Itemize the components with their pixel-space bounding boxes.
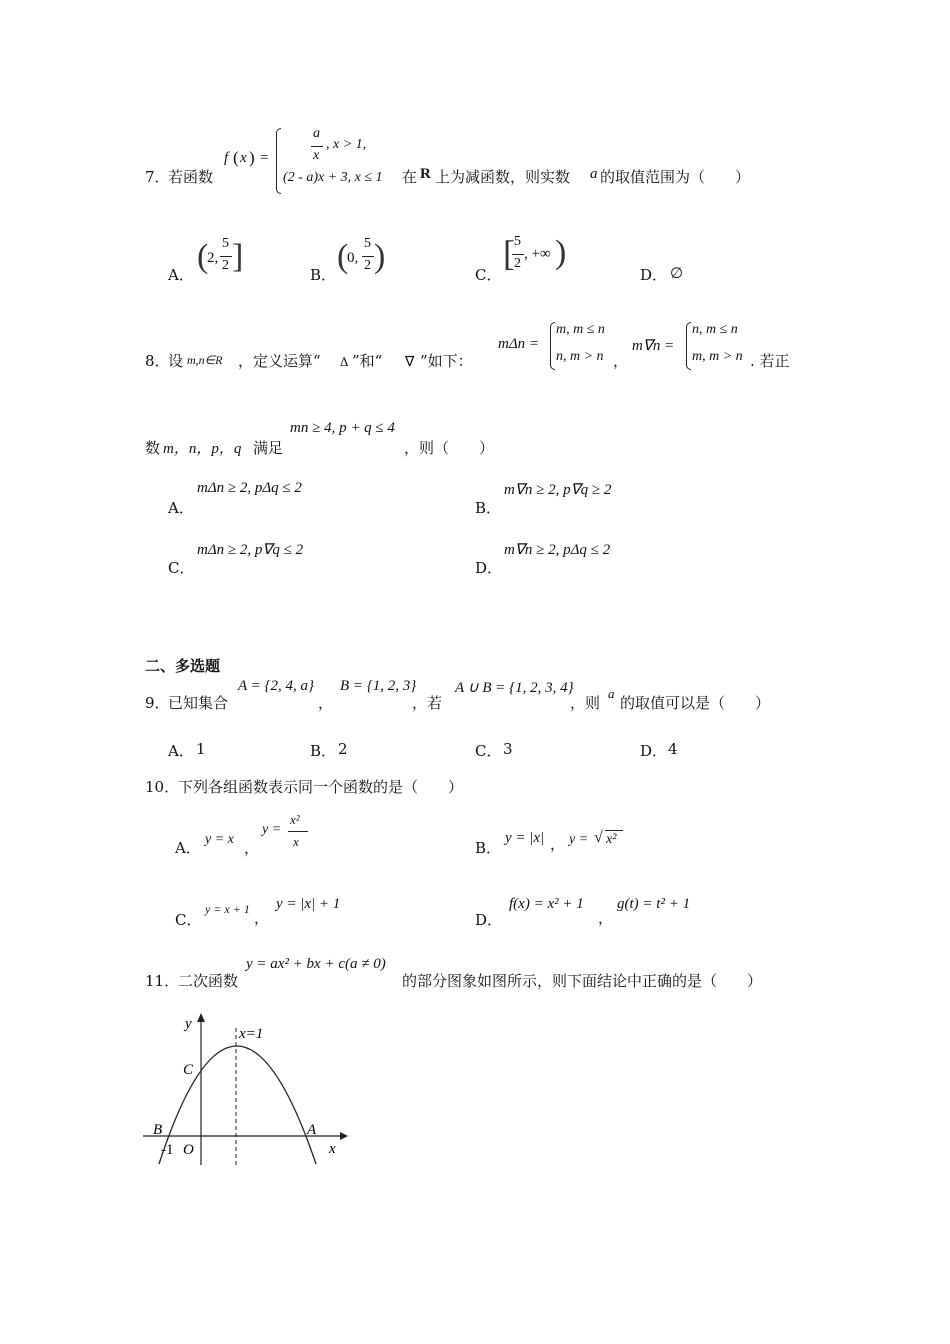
neg-one-label: -1 [161, 1142, 174, 1158]
q9-a: a [608, 686, 615, 701]
q8-prefix: 设 [168, 352, 184, 370]
q10-optA-label: A． [175, 839, 201, 857]
q8-delta-brace [550, 322, 555, 370]
q11-number: 11． [145, 972, 180, 990]
q7-piecewise-brace [276, 128, 281, 194]
point-C-label: C [183, 1062, 194, 1078]
q7-optA-bar [220, 256, 232, 257]
q7-prefix: 若函数 [168, 168, 214, 186]
q8-nabla-lhs: m∇n = [632, 338, 675, 354]
q11-parabola-graph [135, 1010, 355, 1170]
q7-optB-rparen: ) [374, 238, 386, 275]
q7-optB-num: 5 [364, 236, 371, 251]
q7-optA-rparen: ] [232, 238, 244, 275]
q11-prefix: 二次函数 [178, 972, 239, 990]
q8-comma: ， [613, 352, 629, 370]
q7-number: 7． [145, 168, 170, 186]
q8-tail: . 若正 [750, 352, 790, 370]
y-axis-label: y [185, 1016, 192, 1032]
q8-line2-prefix: 数 [145, 439, 161, 457]
q8-nabla-case2: m, m > n [692, 349, 743, 364]
q8-delta-case1: m, m ≤ n [556, 322, 605, 337]
q7-post2: 上为减函数，则实数 [435, 168, 571, 186]
q10-optA-2-num: x² [290, 812, 300, 827]
q9-optC-label: C． [475, 742, 502, 760]
q7-paren-close: ) [249, 148, 255, 167]
q10-optB-vinculum [605, 830, 623, 831]
q8-optD: m∇n ≥ 2, pΔq ≤ 2 [504, 542, 611, 558]
q7-optB-den: 2 [364, 258, 371, 273]
q7-case1-den: x [313, 148, 320, 163]
q10-optB-label: B． [475, 839, 502, 857]
q8-optB: m∇n ≥ 2, p∇q ≥ 2 [504, 482, 612, 498]
origin-label: O [183, 1142, 194, 1158]
q7-optC-den: 2 [514, 256, 521, 271]
q8-nabla-case1: n, m ≤ n [692, 322, 738, 337]
q10-optA-1: y = x [205, 832, 234, 847]
q7-post3: 的取值范围为（ ） [600, 168, 751, 186]
q9-optC: 3 [503, 740, 513, 758]
q10-optD-sep: ， [598, 909, 614, 927]
q8-mid2: ”和“ [352, 352, 383, 370]
q9-post: 的取值可以是（ ） [620, 694, 771, 712]
q8-optA: mΔn ≥ 2, pΔq ≤ 2 [197, 480, 302, 496]
q7-optC-val: , +∞ [524, 246, 551, 262]
q7-optB-bar [362, 256, 374, 257]
q9-optA: 1 [196, 740, 206, 758]
q9-union: A ∪ B = {1, 2, 3, 4} [455, 680, 574, 696]
q7-optC-rparen: ) [555, 234, 567, 271]
q10-number: 10． [145, 778, 180, 796]
q7-paren-open: ( [233, 148, 239, 167]
q10-optA-2-bar [288, 831, 308, 832]
q7-optA-label: A． [168, 266, 194, 284]
q8-condition: mn ≥ 4, p + q ≤ 4 [290, 420, 395, 436]
q8-nabla-brace [686, 322, 691, 370]
q8-nabla: ∇ [405, 355, 415, 370]
q9-prefix: 已知集合 [168, 694, 229, 712]
q9-optD-label: D． [640, 742, 668, 760]
q8-optD-label: D． [475, 559, 503, 577]
q9-comma3: ，则 [570, 694, 601, 712]
q10-optC-sep: ， [254, 909, 270, 927]
q7-optD-label: D． [640, 266, 668, 284]
q7-R: R [420, 166, 431, 182]
q7-optC-label: C． [475, 266, 502, 284]
q7-optB-val: 0, [347, 250, 359, 266]
point-B-label: B [153, 1122, 163, 1138]
q10-optC-label: C． [175, 911, 202, 929]
q7-f-symbol: f [224, 150, 229, 166]
q10-optA-2-lhs: y = [262, 822, 282, 837]
q7-post1: 在 [402, 168, 418, 186]
q10-optD-2: g(t) = t² + 1 [617, 896, 691, 912]
q9-set-B: B = {1, 2, 3} [340, 678, 417, 694]
q8-optB-label: B． [475, 499, 502, 517]
q7-case1-cond: , x > 1, [326, 137, 367, 152]
q7-optC-bar [512, 254, 524, 255]
q9-optA-label: A． [168, 742, 194, 760]
q8-mid3: ”如下： [420, 352, 473, 370]
q10-optD-1: f(x) = x² + 1 [509, 896, 584, 912]
q7-optA-den: 2 [222, 258, 229, 273]
q9-optB-label: B． [310, 742, 337, 760]
q10-text: 下列各组函数表示同一个函数的是（ ） [178, 778, 464, 796]
q7-optC-num: 5 [514, 234, 521, 249]
q8-optA-label: A． [168, 499, 194, 517]
q10-optB-2-lhs: y = [569, 832, 589, 847]
q7-optA-lparen: ( [197, 238, 209, 275]
q7-optD-val: ∅ [670, 266, 684, 282]
q8-line2-post: ，则（ ） [404, 439, 495, 457]
section-multi-choice-heading: 二、多选题 [145, 657, 221, 675]
q10-optB-sep: ， [550, 835, 566, 853]
q8-mid1: ，定义运算“ [238, 352, 321, 370]
q8-delta-case2: n, m > n [556, 349, 604, 364]
q7-optB-label: B． [310, 266, 337, 284]
q9-optB: 2 [338, 740, 348, 758]
q7-optB-lparen: ( [337, 238, 349, 275]
x-axis-label: x [329, 1141, 336, 1157]
q8-number: 8． [145, 352, 170, 370]
q8-delta: Δ [340, 354, 349, 369]
q10-optB-1: y = |x| [505, 830, 545, 846]
q7-case1-bar [311, 146, 323, 147]
q11-expr: y = ax² + bx + c(a ≠ 0) [246, 956, 386, 972]
q7-optC-lbracket: [ [503, 233, 515, 273]
q10-optC-2: y = |x| + 1 [276, 896, 341, 912]
q7-a: a [590, 166, 598, 182]
q7-case2: (2 - a)x + 3, x ≤ 1 [283, 170, 383, 185]
y-axis-arrow-icon [197, 1013, 205, 1022]
q9-set-A: A = {2, 4, a} [238, 678, 315, 694]
x-axis-arrow-icon [340, 1132, 348, 1140]
q8-line2-mid: 满足 [253, 439, 284, 457]
q10-optD-label: D． [475, 911, 503, 929]
sqrt-icon: √ [594, 829, 603, 846]
point-A-label: A [307, 1122, 317, 1138]
q9-optD: 4 [668, 740, 678, 758]
q9-comma1: ， [318, 694, 334, 712]
q11-post: 的部分图象如图所示，则下面结论中正确的是（ ） [402, 972, 763, 990]
q9-comma2: ，若 [412, 694, 443, 712]
q10-optC-1: y = x + 1 [205, 902, 250, 916]
q9-number: 9． [145, 694, 170, 712]
q8-optC: mΔn ≥ 2, p∇q ≤ 2 [197, 542, 304, 558]
q10-optB-2-rad: x² [606, 832, 617, 847]
q7-f-arg: x [240, 150, 247, 166]
q8-vars: m，n，p，q [163, 441, 242, 457]
q7-optA-num: 5 [222, 236, 229, 251]
q8-domain: m,n∈R [187, 353, 223, 367]
q7-optA-val: 2, [207, 250, 219, 266]
symmetry-label: x=1 [239, 1026, 264, 1042]
q8-optC-label: C． [168, 559, 195, 577]
q10-optA-sep: ， [244, 839, 260, 857]
q10-optA-2-den: x [293, 834, 299, 849]
q8-delta-lhs: mΔn = [498, 336, 540, 352]
q7-equals: = [260, 150, 269, 166]
q7-case1-num: a [313, 126, 320, 141]
